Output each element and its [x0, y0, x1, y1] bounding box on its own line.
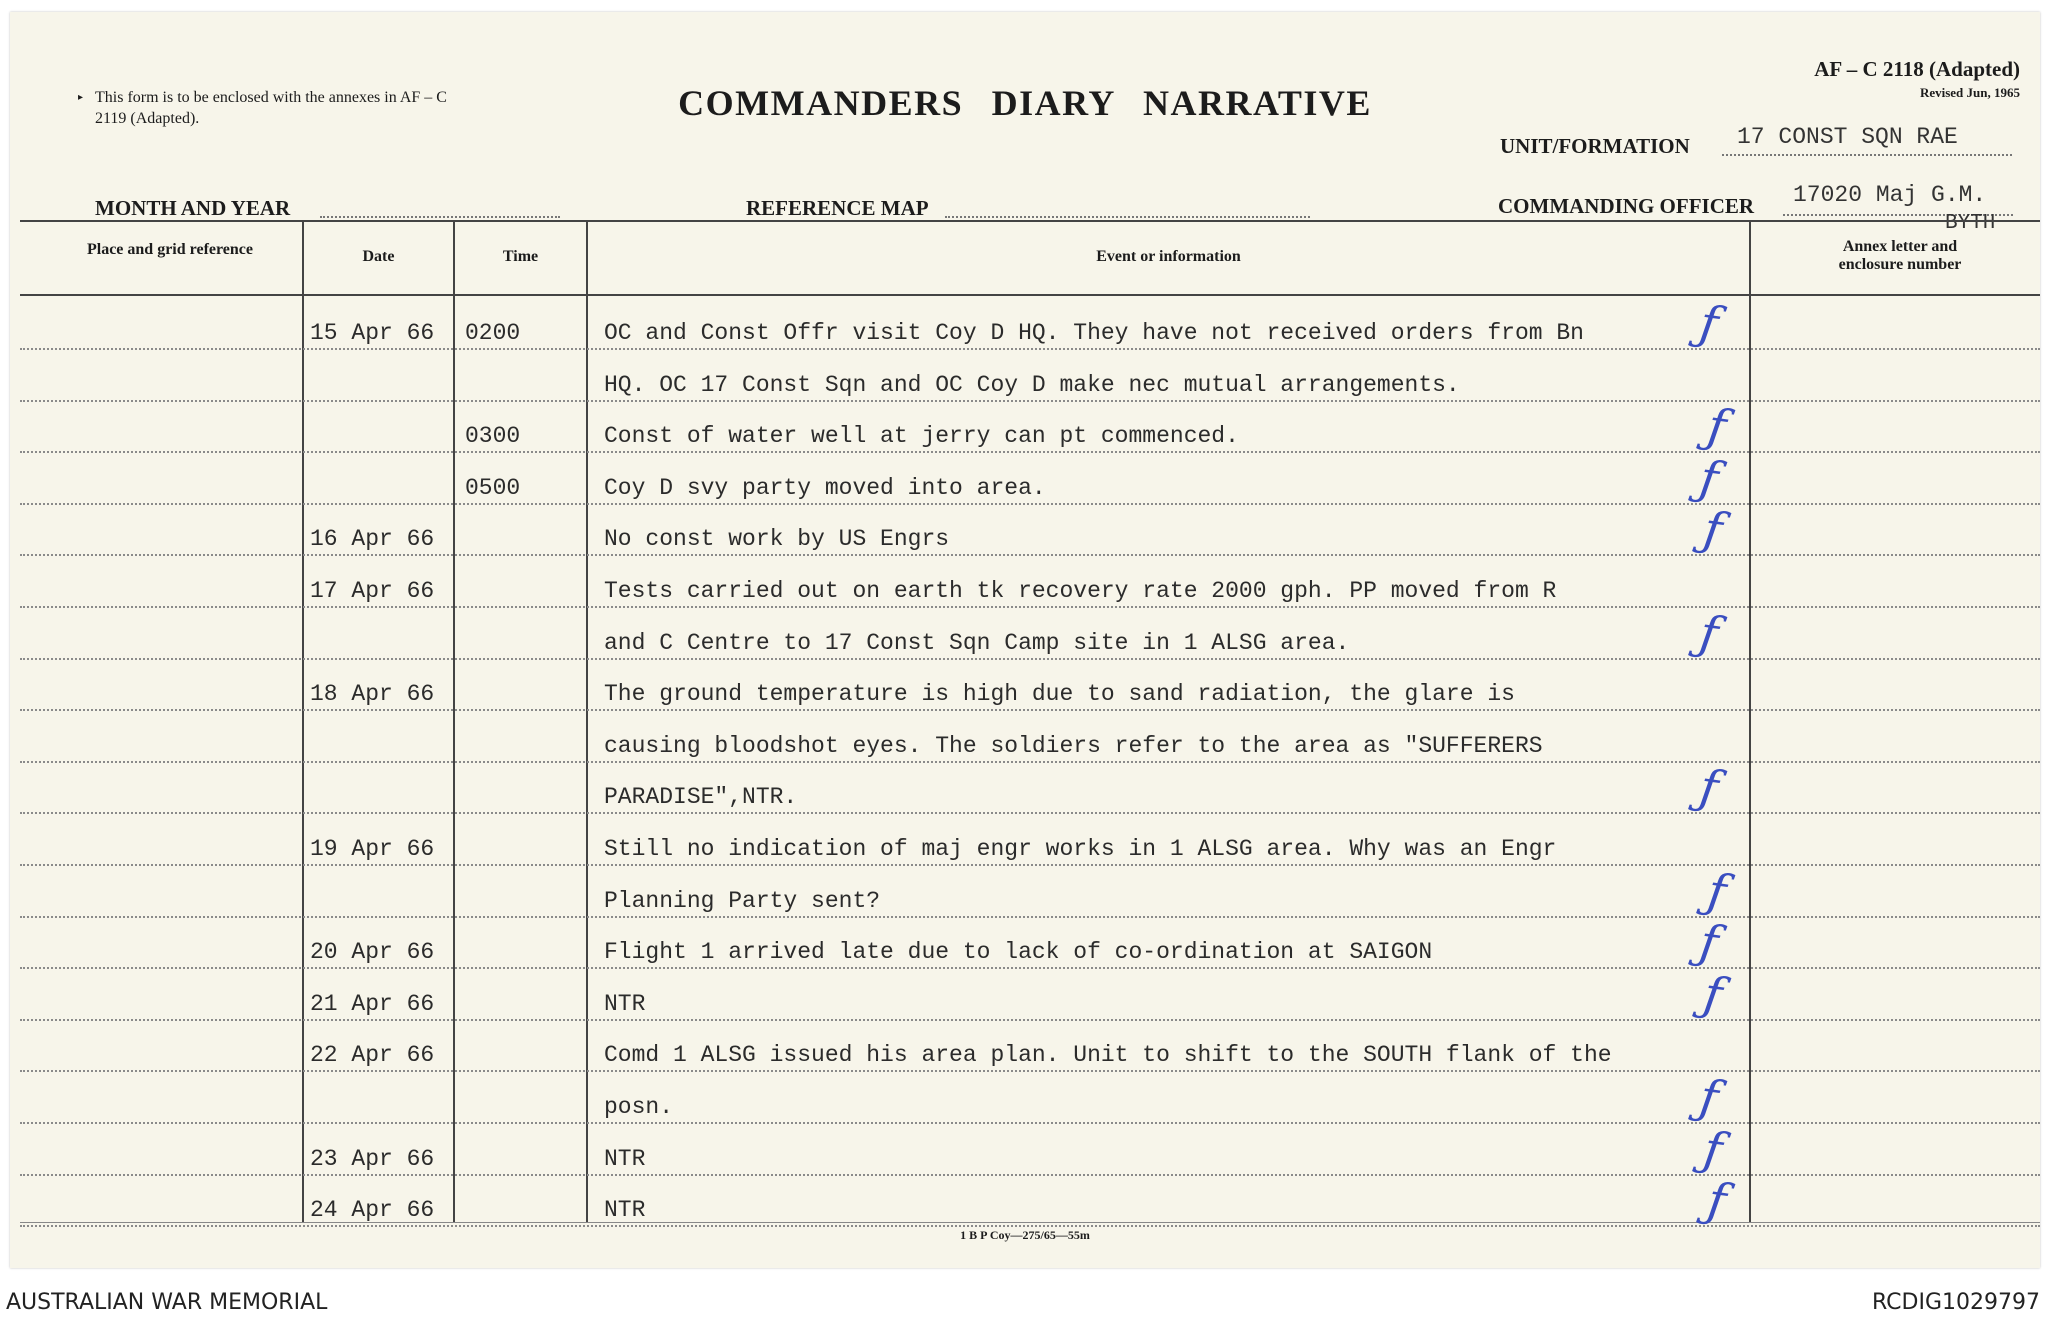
row-ruling — [20, 916, 2040, 918]
row-ruling — [20, 503, 2040, 505]
row-event-text: OC and Const Offr visit Coy D HQ. They have not received orders from Bn — [604, 320, 1584, 346]
row-event-text: posn. — [604, 1094, 674, 1120]
checkmark-tick-icon: ƒ — [1704, 862, 1730, 921]
revised-date: Revised Jun, 1965 — [1919, 85, 2020, 100]
checkmark-tick-icon: ƒ — [1704, 1172, 1730, 1231]
col-header-annex: Annex letter and enclosure number — [1838, 238, 1962, 273]
row-ruling — [20, 606, 2040, 608]
row-ruling — [20, 967, 2040, 969]
checkmark-tick-icon: ƒ — [1696, 759, 1722, 818]
col-header-time: Time — [502, 248, 539, 265]
row-event-text: PARADISE",NTR. — [604, 784, 798, 811]
row-date: 15 Apr 66 — [310, 320, 435, 346]
row-event-text: NTR — [604, 1145, 646, 1172]
row-ruling — [20, 812, 2040, 814]
row-event-text: Tests carried out on earth tk recovery rate 2000 gph. PP moved from R — [604, 578, 1557, 604]
reference-map-label: REFERENCE MAP — [746, 196, 929, 220]
row-event-text: HQ. OC 17 Const Sqn and OC Coy D make nec mutual arrangements. — [604, 371, 1460, 398]
unit-label: UNIT/FORMATION — [1500, 134, 1690, 158]
table-header-border — [20, 294, 2040, 296]
row-ruling — [20, 1122, 2040, 1124]
checkmark-tick-icon: ƒ — [1704, 398, 1730, 457]
row-date: 24 Apr 66 — [310, 1197, 435, 1224]
row-event-text: Still no indication of maj engr works in 1 ALSG area. Why was an Engr — [604, 836, 1557, 862]
bullet-marker: ▸ — [78, 92, 84, 103]
row-ruling — [20, 1174, 2040, 1176]
enclose-note: This form is to be enclosed with the annexes in AF – C 2119 (Adapted). — [95, 89, 447, 127]
row-event-text: causing bloodshot eyes. The soldiers refer to the area as "SUFFERERS — [604, 732, 1543, 759]
footer-record-id: RCDIG1029797 — [1871, 1290, 2040, 1315]
row-event-text: Planning Party sent? — [604, 887, 881, 914]
col-header-place: Place and grid reference — [86, 241, 254, 258]
row-ruling — [20, 1070, 2040, 1072]
checkmark-tick-icon: ƒ — [1696, 449, 1722, 508]
form-title: COMMANDERS DIARY NARRATIVE — [678, 83, 1372, 123]
table-top-border — [20, 220, 2040, 222]
checkmark-tick-icon: ƒ — [1696, 604, 1722, 663]
checkmark-tick-icon: ƒ — [1696, 295, 1722, 353]
row-date: 16 Apr 66 — [310, 526, 435, 553]
unit-value: 17 CONST SQN RAE — [1737, 124, 1958, 150]
row-event-text: and C Centre to 17 Const Sqn Camp site in 1 ALSG area. — [604, 629, 1350, 656]
row-ruling — [20, 400, 2040, 402]
month-year-label: MONTH AND YEAR — [95, 196, 291, 220]
row-date: 18 Apr 66 — [310, 681, 435, 708]
row-date: 17 Apr 66 — [310, 578, 435, 604]
row-ruling — [20, 761, 2040, 763]
row-date: 21 Apr 66 — [310, 990, 435, 1017]
row-ruling — [20, 658, 2040, 660]
checkmark-tick-icon: ƒ — [1696, 1069, 1722, 1127]
col-header-event: Event or information — [1096, 248, 1241, 265]
printer-imprint: 1 B P Coy—275/65—55m — [960, 1228, 1090, 1242]
checkmark-tick-icon: ƒ — [1696, 914, 1722, 973]
row-ruling — [20, 348, 2040, 350]
row-ruling — [20, 1225, 2040, 1227]
checkmark-tick-icon: ƒ — [1700, 1120, 1726, 1179]
row-ruling — [20, 1019, 2040, 1021]
row-date: 22 Apr 66 — [310, 1042, 435, 1069]
row-event-text: Const of water well at jerry can pt commenced. — [604, 423, 1239, 450]
footer-archive-name: AUSTRALIAN WAR MEMORIAL — [6, 1290, 328, 1315]
row-event-text: The ground temperature is high due to sand radiation, the glare is — [604, 681, 1515, 708]
row-event-text: Comd 1 ALSG issued his area plan. Unit to shift to the SOUTH flank of the — [604, 1042, 1612, 1069]
col-header-date: Date — [362, 248, 395, 265]
row-ruling — [20, 451, 2040, 453]
row-time: 0500 — [465, 474, 521, 501]
row-time: 0200 — [465, 320, 521, 346]
unit-dotted-line — [1722, 154, 2012, 156]
reference-map-dotted-line — [945, 216, 1310, 218]
commanding-officer-label: COMMANDING OFFICER — [1498, 194, 1755, 218]
row-date: 19 Apr 66 — [310, 836, 435, 862]
row-ruling — [20, 554, 2040, 556]
row-event-text: Flight 1 arrived late due to lack of co-ordination at SAIGON — [604, 939, 1433, 966]
diary-form-sheet — [10, 12, 2040, 1268]
row-ruling — [20, 709, 2040, 711]
checkmark-tick-icon: ƒ — [1700, 965, 1726, 1024]
row-time: 0300 — [465, 423, 521, 450]
row-date: 23 Apr 66 — [310, 1145, 435, 1172]
row-ruling — [20, 864, 2040, 866]
row-event-text: No const work by US Engrs — [604, 526, 950, 553]
form-number: AF – C 2118 (Adapted) — [1814, 57, 2020, 81]
row-event-text: Coy D svy party moved into area. — [604, 474, 1046, 501]
checkmark-tick-icon: ƒ — [1700, 501, 1726, 560]
commanding-officer-value: 17020 Maj G.M. — [1793, 182, 1987, 208]
row-event-text: NTR — [604, 990, 646, 1017]
row-date: 20 Apr 66 — [310, 939, 435, 966]
month-year-dotted-line — [320, 216, 560, 218]
row-event-text: NTR — [604, 1197, 646, 1224]
commanding-officer-value-2: BYTH — [1945, 212, 1996, 235]
